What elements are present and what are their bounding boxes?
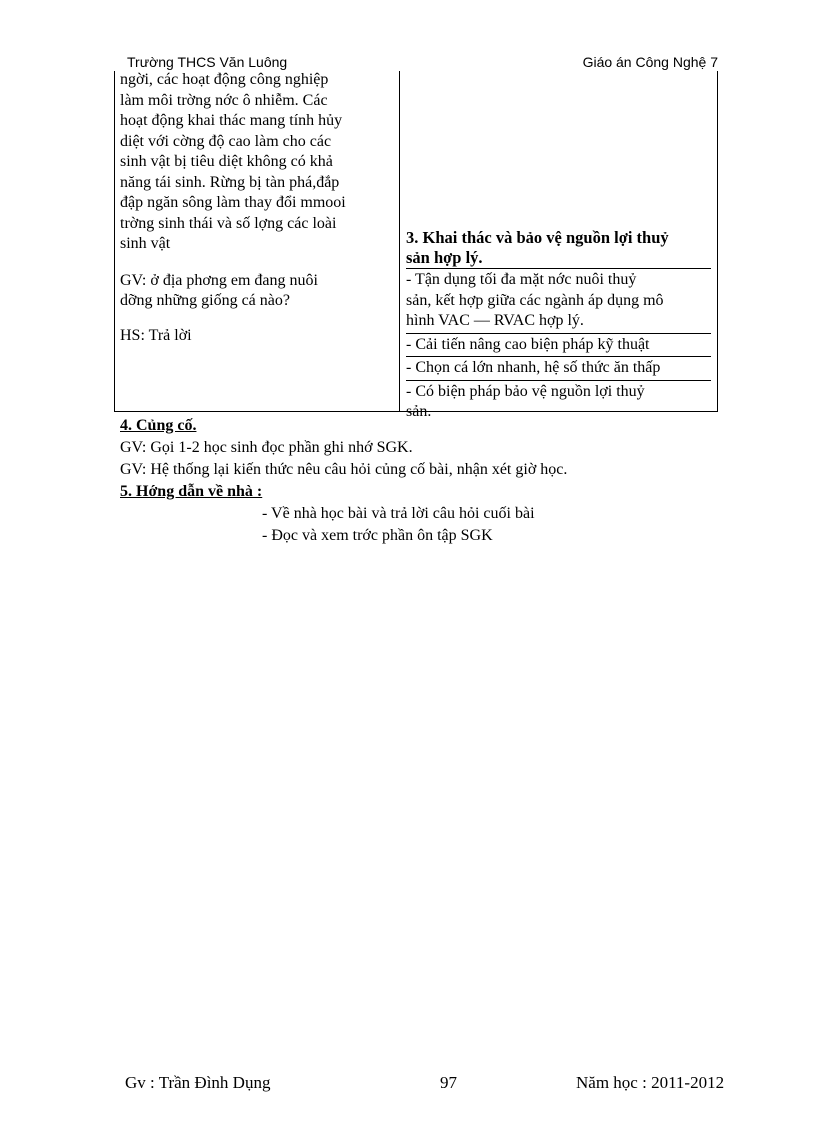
- section-3-title-line: 3. Khai thác và bảo vệ nguồn lợi thuỷ: [406, 228, 669, 247]
- table-column-divider: [399, 71, 400, 411]
- section-4-heading: 4. Củng cố.: [120, 417, 197, 434]
- page-header-subject: Giáo án Công Nghệ 7: [582, 54, 718, 70]
- post-table-content: [120, 415, 720, 547]
- student-answer: HS: Trả lời: [120, 326, 192, 344]
- bullet-line: sản.: [406, 403, 432, 420]
- bullet-item: [406, 356, 711, 380]
- footer-page-number: 97: [440, 1073, 457, 1092]
- section-5-heading: 5. Hớng dẫn về nhà :: [120, 483, 263, 500]
- text-line: ngời, các hoạt động công nghiệp: [120, 71, 329, 88]
- footer-teacher: Gv : Trần Đình Dụng: [125, 1073, 271, 1092]
- content-column: [406, 228, 711, 424]
- bullet-item: [406, 268, 711, 333]
- bullet-item: [406, 333, 711, 357]
- text-line: sinh vật: [120, 235, 171, 252]
- bullet-line: - Có biện pháp bảo vệ nguồn lợi thuỷ: [406, 382, 645, 400]
- text-line: sinh vật bị tiêu diệt không có khả: [120, 153, 333, 170]
- footer-school-year: Năm học : 2011-2012: [576, 1073, 725, 1092]
- bullet-line: sản, kết hợp giữa các ngành áp dụng mô: [406, 291, 664, 309]
- text-line: đập ngăn sông làm thay đổi mmooi: [120, 194, 346, 211]
- section-4-line: GV: Hệ thống lại kiến thức nêu câu hỏi củng cố bài, nhận xét giờ học.: [120, 461, 568, 478]
- page-header-school: Trường THCS Văn Luông: [127, 54, 288, 70]
- bullet-line: hình VAC — RVAC hợp lý.: [406, 312, 584, 329]
- text-line: diệt với cờng độ cao làm cho các: [120, 132, 332, 150]
- teacher-question-line: dỡng những giống cá nào?: [120, 292, 290, 309]
- section-5-line: - Về nhà học bài và trả lời câu hỏi cuối bài: [262, 505, 535, 522]
- text-line: trờng sinh thái và số lợng các loài: [120, 214, 337, 232]
- text-line: hoạt động khai thác mang tính hủy: [120, 112, 343, 129]
- text-line: làm môi trờng nớc ô nhiễm. Các: [120, 91, 328, 109]
- text-line: năng tái sinh. Rừng bị tàn phá,đắp: [120, 173, 340, 191]
- bullet-line: - Cải tiến nâng cao biện pháp kỹ thuật: [406, 335, 650, 353]
- teacher-activity-column: [120, 70, 392, 346]
- teacher-question-line: GV: ở địa phơng em đang nuôi: [120, 271, 318, 289]
- bullet-line: - Chọn cá lớn nhanh, hệ số thức ăn thấp: [406, 359, 661, 376]
- section-5-line: - Đọc và xem trớc phần ôn tập SGK: [262, 527, 493, 544]
- bullet-line: - Tận dụng tối đa mặt nớc nuôi thuỷ: [406, 271, 637, 288]
- section-3-title-line: sản hợp lý.: [406, 248, 483, 267]
- section-4-line: GV: Gọi 1-2 học sinh đọc phần ghi nhớ SGK.: [120, 439, 413, 456]
